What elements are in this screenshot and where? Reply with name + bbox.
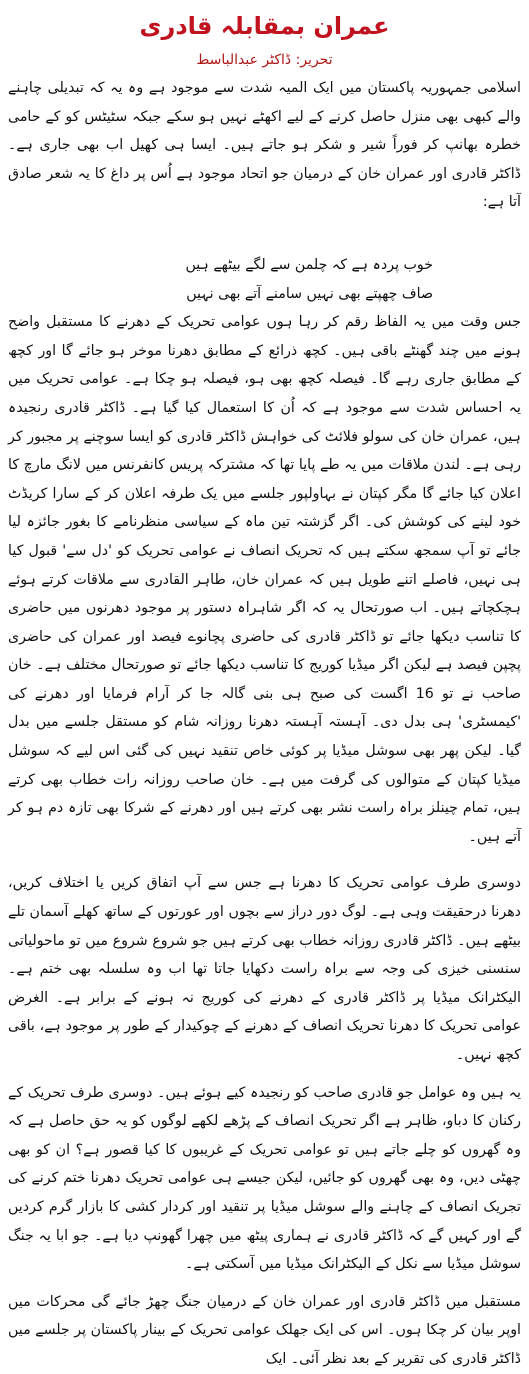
spacer — [8, 217, 521, 251]
spacer — [8, 1070, 521, 1079]
couplet-line-2: صاف چھپتے بھی نہیں سامنے آتے بھی نہیں — [186, 285, 433, 302]
paragraph-factors: یہ ہیں وہ عوامل جو قادری صاحب کو رنجیدہ کیے ہوئے ہیں۔ دوسری طرف تحریک کے رکنان کا دباو، ظاہر ہے اگر تحریک انصاف کے پڑھے لکھے لوگوں کو یہ حق حاصل ہے کہ وہ گھروں کو چلے جاتے ہیں تو عوامی تحریک کے غریبوں کا کیا قصور ہے؟ ان کو بھی چھٹی دیں، وہ بھی گھروں کو جائیں، لیکن جیسے ہی عوامی تحریک دھرنا ختم کرنے کی تجریک انصاف کے چاہنے والے سوشل میڈیا پر تنقید اور کردار کشی کا بازار گرم کردیں گے اور کہیں گے کہ ڈاکٹر قادری نے ہماری پیٹھ میں چھرا گھونپ دیا ہے۔ جو ابا یہ جنگ سوشل میڈیا سے نکل کے الیکٹرانک میڈیا میں آسکتی ہے۔ — [8, 1084, 521, 1273]
spacer — [8, 1279, 521, 1288]
paragraph-intro: اسلامی جمہوریہ پاکستان میں ایک المیہ شدت سے موجود ہے وہ یہ کہ تبدیلی چاہنے والے کبھی بھی منزل حاصل کرنے کے لیے اکھٹے نہیں ہو سکے جبکہ سٹیٹس کو کے حامی خطرہ بھانپ کر فوراً شیر و شکر ہو جاتے ہیں۔ ایسا ہی کھیل اب بھی جاری ہے۔ ڈاکٹر قادری اور عمران خان کے درمیان جو اتحاد موجود ہے اُس پر داغ کا یہ شعر صادق آتا ہے: — [8, 80, 521, 211]
spacer — [8, 851, 521, 869]
paragraph-future: مستقبل میں ڈاکٹر قادری اور عمران خان کے درمیان جنگ چھڑ جائے گی محرکات میں اوپر بیان کر چکا ہوں۔ اس کی ایک جھلک عوامی تحریک کے بینار پاکستان پر جلسے میں ڈاکٹر قادری کی تقریر کے بعد نظر آئی۔ ایک — [8, 1293, 521, 1367]
article-title: عمران بمقابلہ قادری — [139, 12, 390, 40]
paragraph-pat-sit-in: دوسری طرف عوامی تحریک کا دھرنا ہے جس سے آپ اتفاق کریں یا اختلاف کریں، دھرنا درحقیقت وہی ہے۔ لوگ دور دراز سے بچوں اور عورتوں کے ساتھ کھلے آسمان تلے بیٹھے ہیں۔ ڈاکٹر قادری روزانہ خطاب بھی کرتے ہیں جو شروع شروع میں تو ماحولیاتی سنسنی خیزی کی وجہ سے براہ راست دکھایا جاتا تھا اب وہ سلسلہ بھی ختم ہے۔ الیکٹرانک میڈیا پر ڈاکٹر قادری کے دھرنے کی کوریج نہ ہونے کے برابر ہے۔ الغرض عوامی تحریک کا دھرنا تحریک انصاف کے دھرنے کے چوکیدار کے طور پر موجود ہے، باقی کچھ نہیں۔ — [8, 875, 521, 1063]
article-body — [0, 74, 529, 1374]
couplet-line-1: خوب پردہ ہے کہ چلمن سے لگے بیٹھے ہیں — [185, 256, 433, 273]
paragraph-current-situation: جس وقت میں یہ الفاظ رقم کر رہا ہوں عوامی تحریک کے دھرنے کا مستقبل واضح ہونے میں چند گھنٹے باقی ہیں۔ کچھ ذرائع کے مطابق دھرنا موخر ہو جائے گا اور کچھ کے مطابق جاری رہے گا۔ فیصلہ کچھ بھی ہو، فیصلہ ہو چکا ہے۔ عوامی تحریک میں یہ احساس شدت سے موجود ہے کہ اُن کا استعمال کیا گیا ہے۔ ڈاکٹر قادری رنجیدہ ہیں، عمران خان کی سولو فلائٹ کی خواہش ڈاکٹر قادری کو ایسا سوچنے پر مجبور کر رہی ہے۔ لندن ملاقات میں یہ طے پایا تھا کہ مشترکہ پریس کانفرنس میں لانگ مارچ کا اعلان کیا جائے گا مگر کپتان نے بہاولپور جلسے میں یک طرفہ اعلان کر کے سارا کریڈٹ خود لینے کی کوشش کی۔ اگر گزشتہ تین ماہ کے سیاسی منظرنامے کا بغور جائزہ لیا جائے تو آپ سمجھ سکتے ہیں کہ تحریک انصاف نے عوامی تحریک کو 'دل سے' قبول کیا ہی نہیں، فاصلے اتنے طویل ہیں کہ عمران خان، طاہر القادری سے ملاقات کرتے ہوئے ہچکچاتے ہیں۔ اب صورتحال یہ کہ اگر شاہراہ دستور پر موجود دھرنوں میں حاضری کا تناسب دیکھا جائے تو ڈاکٹر قادری کی حاضری پچانوے فیصد اور عمران کی حاضری پچپن فیصد ہے لیکن اگر میڈیا کوریج کا تناسب دیکھا جائے تو صورتحال مختلف ہے۔ خان صاحب نے تو 16 اگست کی صبح ہی بنی گالہ جا کر آرام فرمایا اور دھرنے کی 'کیمسٹری' ہی بدل دی۔ آہستہ آہستہ دھرنا روزانہ شام کو مستقل جلسے میں بدل گیا۔ لیکن پھر بھی سوشل میڈیا پر کوئی خاص تنقید نہیں کی گئی اس لیے کہ سوشل میڈیا کپتان کے متوالوں کی گرفت میں ہے۔ خان صاحب روزانہ رات خطاب بھی کرتے ہیں، تمام چینلز براہ راست نشر بھی کرتے ہیں اور دھرنے کے شرکا بھی تازہ دم ہو کر آتے ہیں۔ — [8, 314, 522, 845]
article-byline: تحریر: ڈاکٹر عبدالباسط — [196, 52, 333, 68]
couplet — [8, 251, 521, 308]
